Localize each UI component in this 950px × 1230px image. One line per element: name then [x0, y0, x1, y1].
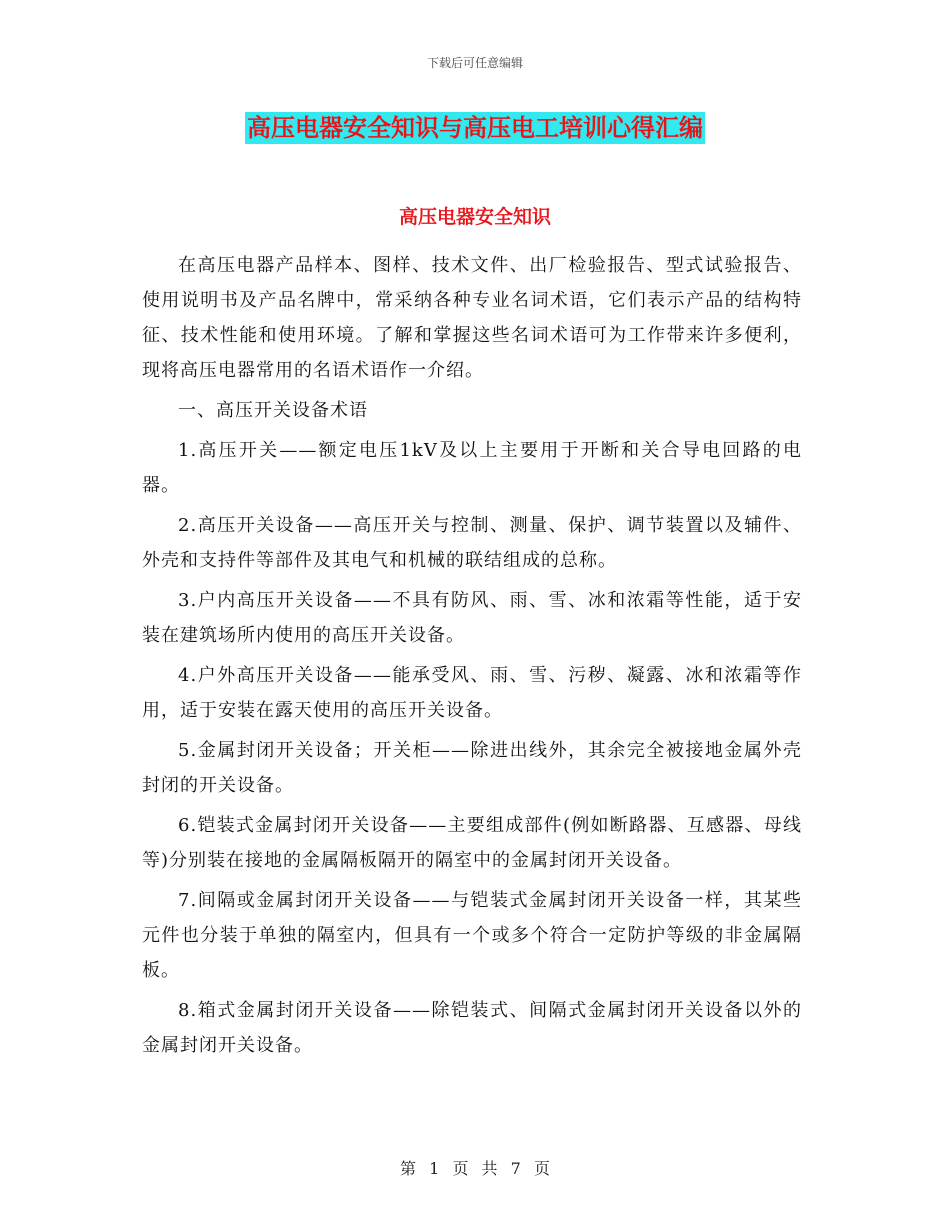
- paragraph-intro: 在高压电器产品样本、图样、技术文件、出厂检验报告、型式试验报告、使用说明书及产品名牌中，常采纳各种专业名词术语，它们表示产品的结构特征、技术性能和使用环境。了解和掌握这些名词术语可为工作带来许多便利，现将高压电器常用的名语术语作一介绍。: [142, 255, 802, 381]
- paragraph-item-2: 2.高压开关设备——高压开关与控制、测量、保护、调节装置以及辅件、外壳和支持件等部件及其电气和机械的联结组成的总称。: [142, 515, 802, 571]
- header-note: 下载后可任意编辑: [426, 56, 523, 70]
- paragraph-item-7: 7.间隔或金属封闭开关设备——与铠装式金属封闭开关设备一样，其某些元件也分装于单独的隔室内，但具有一个或多个符合一定防护等级的非金属隔板。: [142, 890, 802, 981]
- main-title: [0, 112, 950, 144]
- footer-prefix: 第: [400, 1159, 417, 1178]
- section-title: 高压电器安全知识: [398, 206, 551, 228]
- page-footer: [0, 1156, 950, 1179]
- paragraph-item-4: 4.户外高压开关设备——能承受风、雨、雪、污秽、凝露、冰和浓霜等作用，适于安装在露天使用的高压开关设备。: [142, 665, 802, 721]
- paragraph-item-8: 8.箱式金属封闭开关设备——除铠装式、间隔式金属封闭开关设备以外的金属封闭开关设备。: [142, 1000, 802, 1056]
- main-title-text: 高压电器安全知识与高压电工培训心得汇编: [247, 114, 703, 142]
- paragraph-heading: 一、高压开关设备术语: [178, 400, 368, 421]
- footer-total-label: 共: [481, 1159, 498, 1178]
- document-body: [142, 248, 802, 1068]
- page-number: 1: [429, 1159, 440, 1178]
- paragraph-item-5: 5.金属封闭开关设备；开关柜——除进出线外，其余完全被接地金属外壳封闭的开关设备。: [142, 740, 802, 796]
- paragraph-item-1: 1.高压开关——额定电压1kV及以上主要用于开断和关合导电回路的电器。: [142, 440, 802, 496]
- footer-suffix: 页: [533, 1159, 550, 1178]
- paragraph-item-3: 3.户内高压开关设备——不具有防风、雨、雪、冰和浓霜等性能，适于安装在建筑场所内使用的高压开关设备。: [142, 590, 802, 646]
- footer-page-label: 页: [452, 1159, 469, 1178]
- paragraph-item-6: 6.铠装式金属封闭开关设备——主要组成部件(例如断路器、互感器、母线等)分别装在接地的金属隔板隔开的隔室中的金属封闭开关设备。: [142, 815, 802, 871]
- page-total: 7: [510, 1159, 521, 1178]
